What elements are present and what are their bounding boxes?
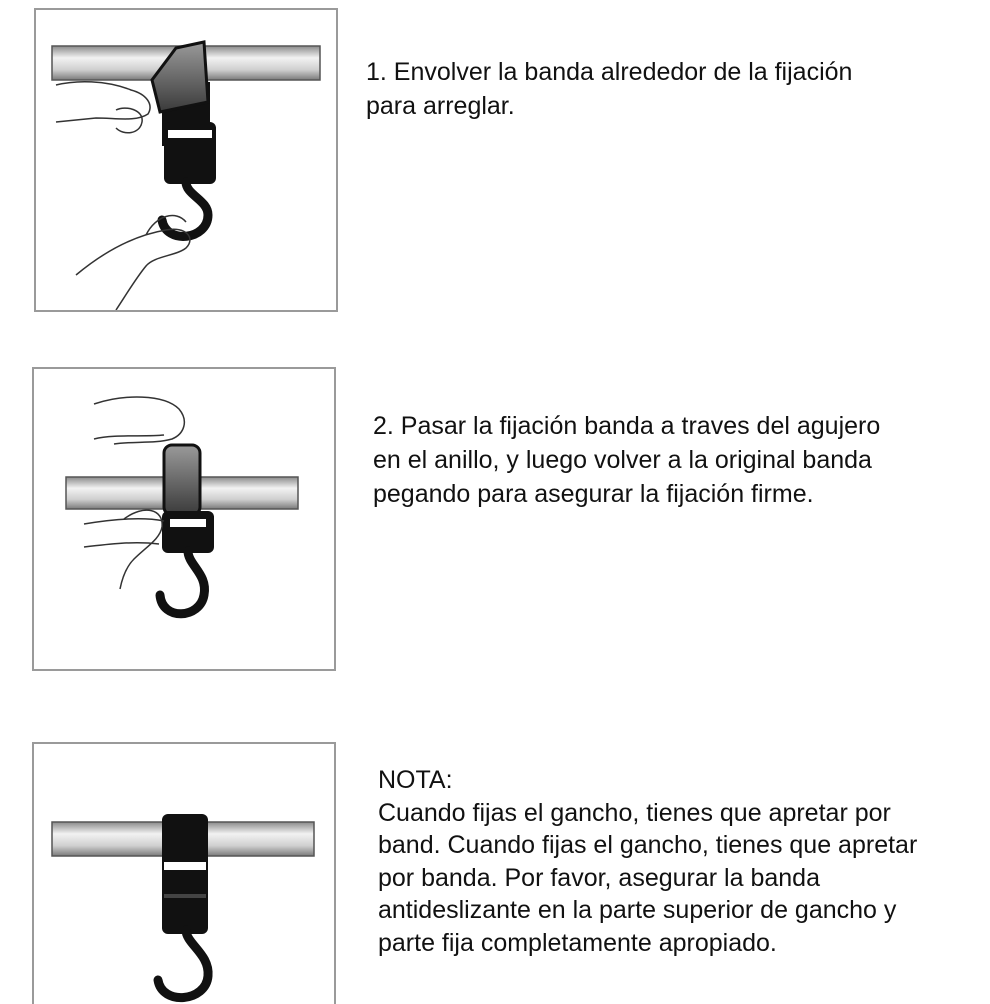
illustration-note xyxy=(32,742,336,1004)
step-2-line-3: pegando para asegurar la fijación firme. xyxy=(373,480,814,508)
note-label: NOTA: xyxy=(378,766,453,794)
illustration-step-1 xyxy=(34,8,338,312)
step-1-instructions xyxy=(366,55,966,123)
note-line-2: band. Cuando fijas el gancho, tienes que apretar xyxy=(378,831,918,859)
note-line-3: por banda. Por favor, asegurar la banda xyxy=(378,863,820,892)
step-2-line-2: en el anillo, y luego volver a la original banda xyxy=(373,446,872,474)
step-2-instructions xyxy=(373,409,983,511)
step-1-line-1: 1. Envolver la banda alrededor de la fijación xyxy=(366,58,853,86)
hook-fixed-illustration xyxy=(34,744,334,1004)
step-1-line-2: para arreglar. xyxy=(366,92,515,120)
note-line-1: Cuando fijas el gancho, tienes que apretar por xyxy=(378,798,891,827)
note-block xyxy=(378,764,978,959)
illustration-step-2 xyxy=(32,367,336,671)
note-line-4: antideslizante en la parte superior de gancho y xyxy=(378,896,897,924)
note-line-5: parte fija completamente apropiado. xyxy=(378,928,777,957)
step-2-line-1: 2. Pasar la fijación banda a traves del agujero xyxy=(373,412,881,440)
hook-wrap-illustration xyxy=(36,10,336,310)
hook-pass-through-illustration xyxy=(34,369,334,669)
